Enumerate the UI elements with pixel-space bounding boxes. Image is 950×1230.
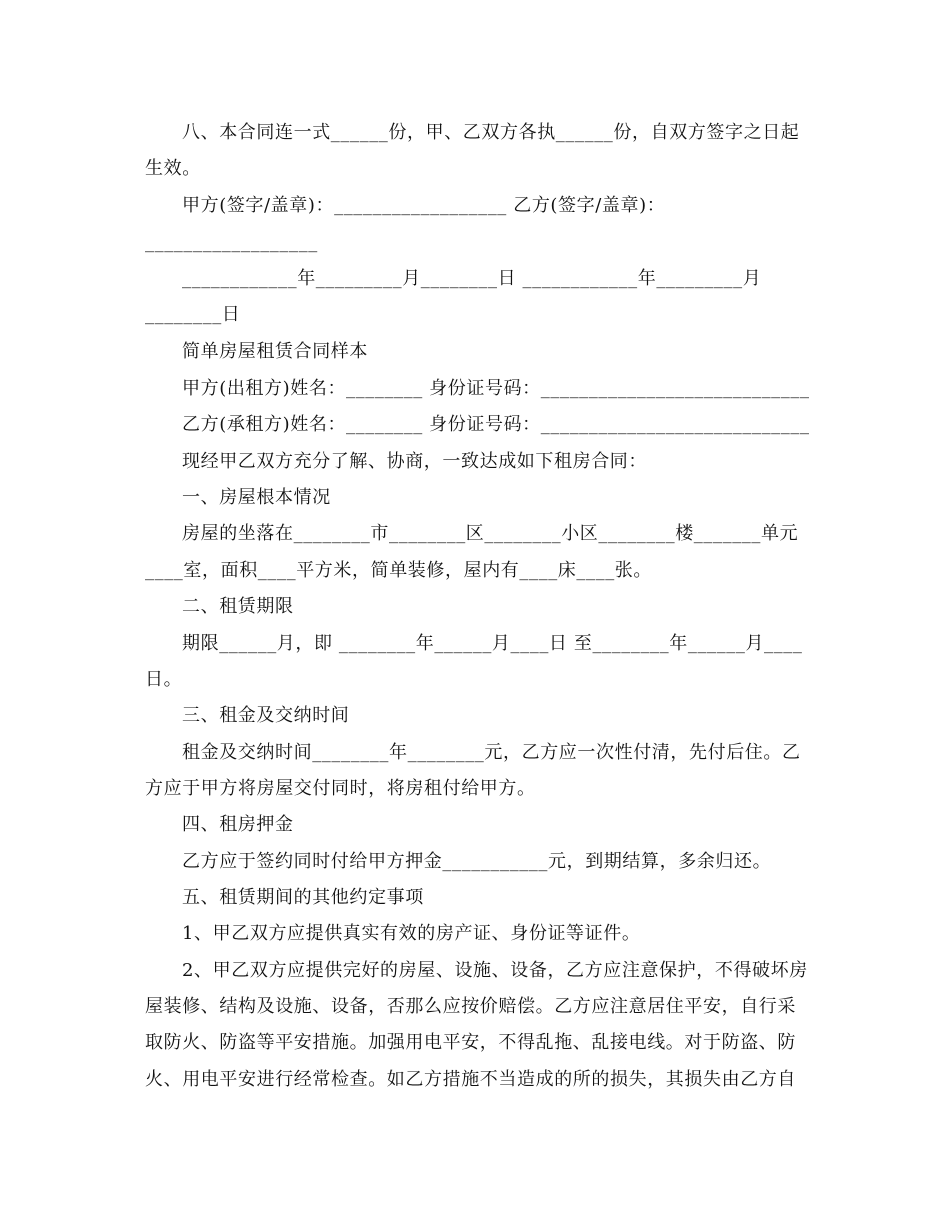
agreement-intro: 现经甲乙双方充分了解、协商，一致达成如下租房合同： [182,451,647,472]
signature-line: 甲方(签字/盖章)：__________________ 乙方(签字/盖章)： [182,195,666,216]
item-2-line-3: 取防火、防盗等平安措施。加强用电平安，不得乱拖、乱接电线。对于防盗、防 [145,1032,796,1053]
section-3-heading: 三、租金及交纳时间 [182,705,350,726]
section-1-heading: 一、房屋根本情况 [182,487,331,508]
term-line-2: 日。 [145,669,183,690]
deposit-line: 乙方应于签约同时付给甲方押金___________元，到期结算，多余归还。 [182,851,772,872]
section-4-heading: 四、租房押金 [182,814,294,835]
location-line-1: 房屋的坐落在________市________区________小区________楼_______单元 [182,523,799,544]
rent-line-2: 方应于甲方将房屋交付同时，将房租付给甲方。 [145,778,536,799]
section-5-heading: 五、租赁期间的其他约定事项 [182,887,424,908]
rent-line-1: 租金及交纳时间________年________元，乙方应一次性付清，先付后住。乙 [182,742,801,763]
clause-8-line-1: 八、本合同连一式______份，甲、乙双方各执______份，自双方签字之日起 [182,122,800,143]
section-2-heading: 二、租赁期限 [182,596,294,617]
item-2-line-1: 2、甲乙双方应提供完好的房屋、设施、设备，乙方应注意保护，不得破坏房 [182,960,808,981]
item-1-line: 1、甲乙双方应提供真实有效的房产证、身份证等证件。 [182,923,641,944]
party-a-line: 甲方(出租方)姓名：________ 身份证号码：____________________________ [182,378,810,399]
item-2-line-2: 屋装修、结构及设施、设备，否那么应按价赔偿。乙方应注意居住平安，自行采 [145,996,796,1017]
contract-title: 简单房屋租赁合同样本 [182,341,368,362]
party-b-line: 乙方(承租方)姓名：________ 身份证号码：____________________________ [182,414,810,435]
date-line: ____________年_________月________日 ____________年_________月 [182,268,762,289]
date-line-continued: ________日 [145,304,241,325]
signature-blank-line: __________________ [145,232,318,253]
term-line-1: 期限______月，即 ________年______月____日 至________年______月____ [182,633,803,654]
location-line-2: ____室，面积____平方米，简单装修，屋内有____床____张。 [145,560,652,581]
item-2-line-4: 火、用电平安进行经常检查。如乙方措施不当造成的所的损失，其损失由乙方自 [145,1069,796,1090]
clause-8-line-2: 生效。 [145,158,201,179]
